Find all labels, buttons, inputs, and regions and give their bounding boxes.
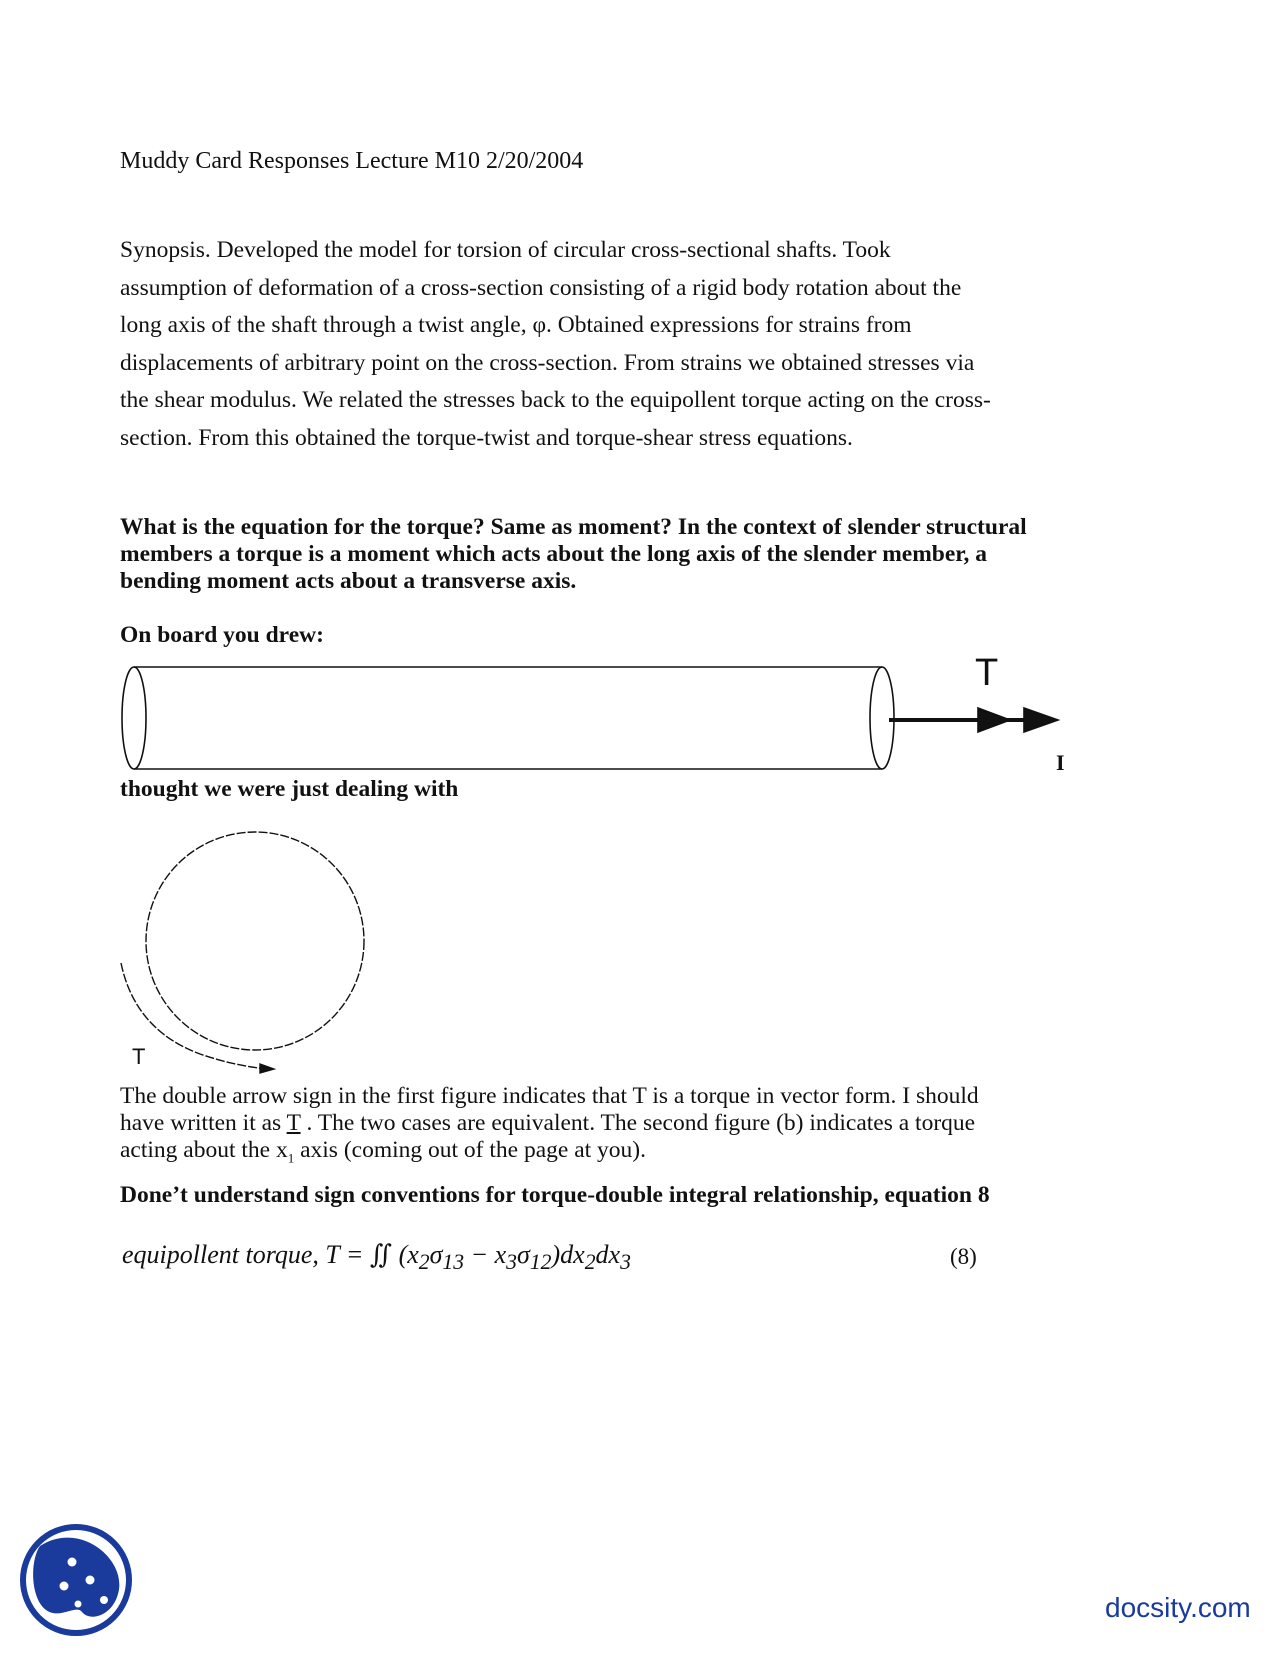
equation-text: )dx [551,1240,585,1269]
vector-t: T [286,1110,301,1136]
question-2: Done’t understand sign conventions for torque-double integral relationship, equation 8 [120,1182,990,1208]
document-title: Muddy Card Responses Lecture M10 2/20/2004 [120,148,584,174]
equation-number: (8) [950,1244,977,1269]
text-run: have written it as [120,1110,287,1136]
text-run: axis (coming out of the page at you). [294,1137,646,1163]
subscript: 2 [418,1250,430,1275]
synopsis-line: assumption of deformation of a cross-section consisting of a rigid body rotation about the [120,274,962,301]
question-line: What is the equation for the torque? Same as moment? In the context of slender structural [120,514,1027,540]
synopsis-line: section. From this obtained the torque-twist and torque-shear stress equations. [120,424,853,451]
subscript: 3 [506,1250,517,1275]
synopsis-line: Synopsis. Developed the model for torsion of circular cross-sectional shafts. Took [120,237,891,263]
subscript: 13 [442,1250,465,1275]
text-run: acting about the x [120,1137,288,1163]
sigma: σ [517,1240,530,1269]
subscript: 3 [620,1250,631,1275]
text-run: . The two cases are equivalent. The second figure (b) indicates a torque [300,1110,976,1136]
torque-label-t: T [975,652,999,694]
circle-torque-label: T [132,1044,146,1069]
synopsis-line: long axis of the shaft through a twist angle, φ. Obtained expressions for strains from [120,312,912,338]
equation-text: − x [464,1240,507,1269]
docsity-brand[interactable]: docsity.com [1105,1592,1251,1623]
equation-text: equipollent torque, T = ∬ (x [122,1240,419,1269]
subscript: 2 [584,1250,596,1275]
axis-label-i: I [1056,750,1065,775]
synopsis-line: the shear modulus. We related the stresses back to the equipollent torque acting on the cross- [120,387,991,413]
on-board-heading: On board you drew: [120,622,324,648]
thought-heading: thought we were just dealing with [120,776,459,802]
sigma: σ [429,1240,443,1269]
explanation-line: The double arrow sign in the first figure indicates that T is a torque in vector form. I should [120,1083,979,1109]
equation-text: dx [595,1240,621,1269]
subscript: 1 [287,1150,295,1166]
synopsis-line: displacements of arbitrary point on the cross-section. From strains we obtained stresses via [120,349,975,376]
subscript: 12 [529,1250,552,1275]
question-line: bending moment acts about a transverse axis. [120,568,577,594]
question-line: members a torque is a moment which acts about the long axis of the slender member, a [120,541,988,567]
